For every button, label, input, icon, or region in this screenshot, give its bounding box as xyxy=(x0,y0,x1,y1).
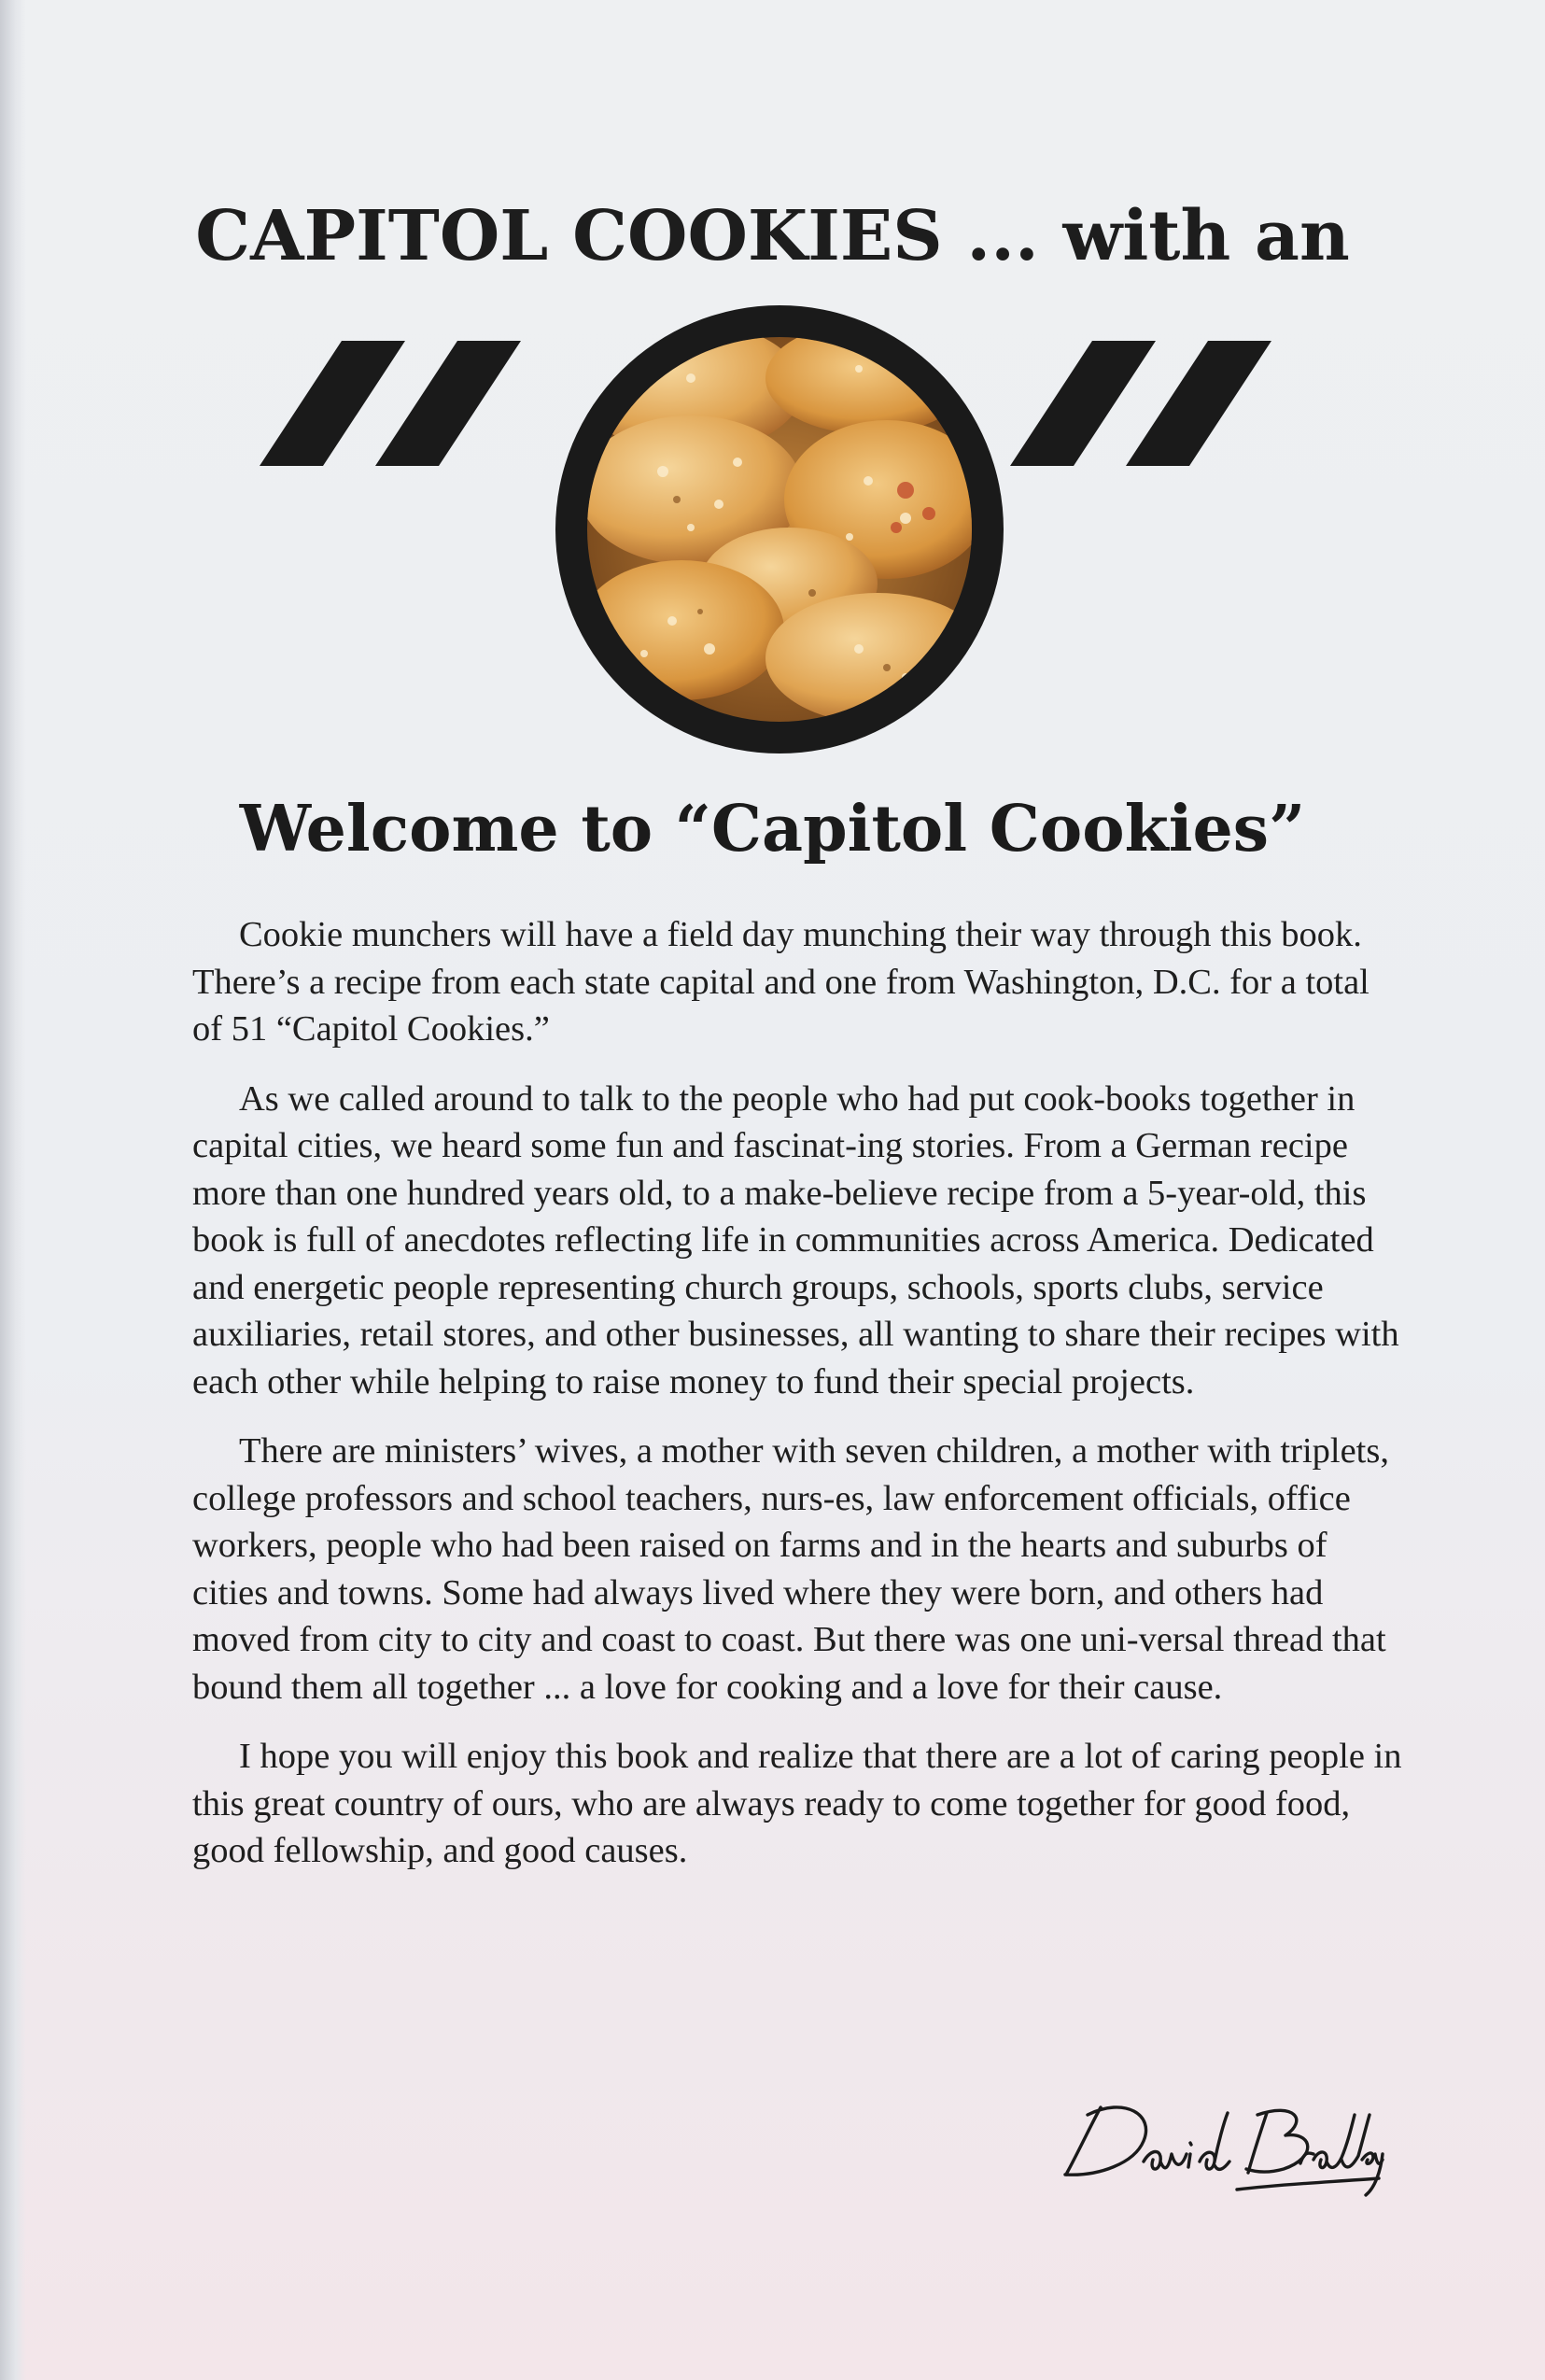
close-quote-mark xyxy=(1010,341,1271,466)
quote-cookie-emblem xyxy=(252,303,1316,761)
intro-text xyxy=(192,911,1406,1897)
welcome-title: Welcome to “Capitol Cookies” xyxy=(239,792,1306,866)
page-headline: CAPITOL COOKIES ... with an xyxy=(195,196,1350,276)
intro-paragraph-1: Cookie munchers will have a field day munching their way through this book. There’s a recipe from each state capital and one from Washington, D.C. for a total of 51 “Capitol Cookies.” xyxy=(192,915,1369,1049)
intro-paragraph-4: I hope you will enjoy this book and realize that there are a lot of caring people in this great country of ours, who are always ready to come together for good food, good fellowship, and good causes. xyxy=(192,1737,1402,1870)
signature-david-bradley xyxy=(1050,2087,1386,2199)
intro-paragraph-2: As we called around to talk to the people who had put cook-books together in capital cities, we heard some fun and fascinat-ing stories. From a German recipe more than one hundred years old, to a make-believe recipe from a 5-year-old, this book is full of anecdotes reflecting life in communities across America. Dedicated and energetic people representing church groups, schools, sports clubs, service auxiliaries, retail stores, and other businesses, all wanting to share their recipes with each other while helping to raise money to fund their special projects. xyxy=(192,1078,1399,1401)
intro-paragraph-3: There are ministers’ wives, a mother with seven children, a mother with triplets, college professors and school teachers, nurs-es, law enforcement officials, office workers, people who had been raised on farms and in the hearts and suburbs of cities and towns. Some had always lived where they were born, and others had moved from city to city and coast to coast. But there was one uni-versal thread that bound them all together ... a love for cooking and a love for their cause. xyxy=(192,1431,1389,1707)
open-quote-mark xyxy=(260,341,521,466)
